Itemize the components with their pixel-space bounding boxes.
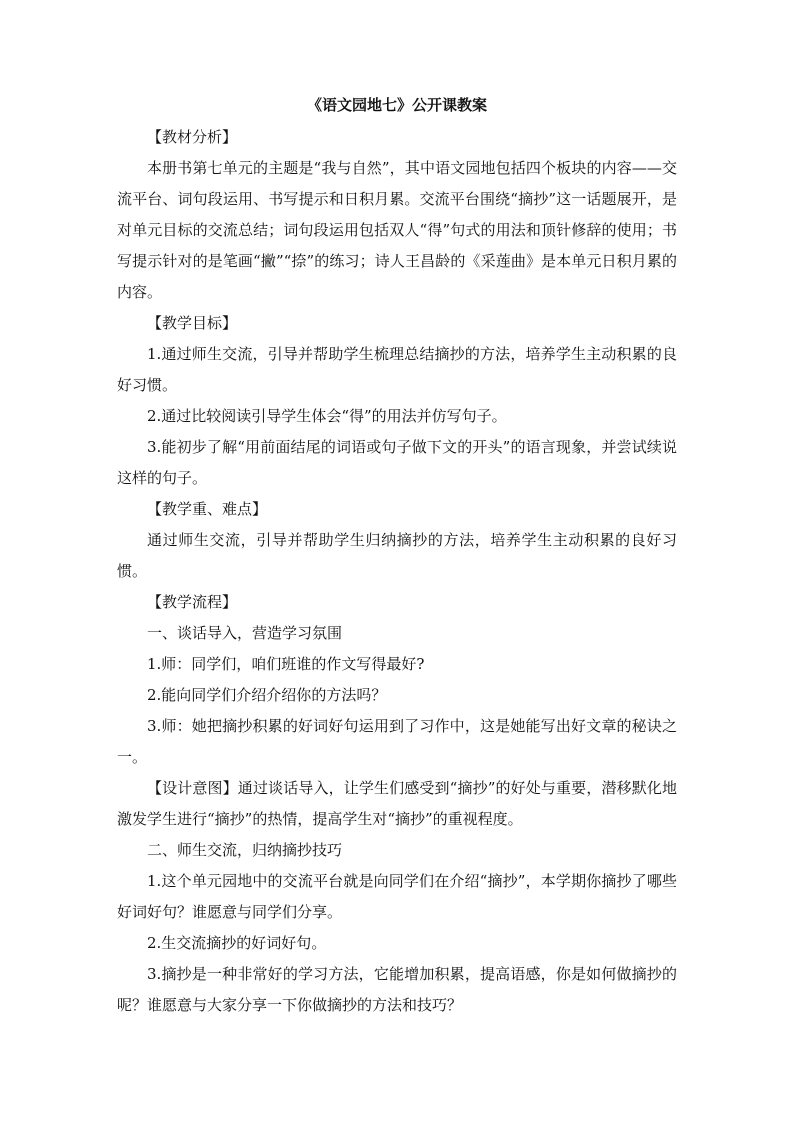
section-heading-analysis: 【教材分析】	[147, 128, 238, 146]
keypoints-paragraph: 通过师生交流，引导并帮助学生归纳摘抄的方法，培养学生主动积累的良好习惯。	[117, 531, 677, 580]
goal-item: 2.通过比较阅读引导学生体会“得”的用法并仿写句子。	[147, 407, 507, 425]
process-part2-title: 二、师生交流，归纳摘抄技巧	[147, 841, 343, 859]
section-heading-process: 【教学流程】	[147, 593, 238, 611]
design-intent-text: 通过谈话导入，让学生们感受到“摘抄”的好处与重要，潜移默化地激发学生进行“摘抄”的热情，提高学生对“摘抄”的重视程度。	[117, 779, 677, 828]
goal-item: 3.能初步了解“用前面结尾的词语或句子做下文的开头”的语言现象，并尝试续说这样的句子。	[117, 438, 677, 487]
process-item: 1.这个单元园地中的交流平台就是向同学们在介绍“摘抄”，本学期你摘抄了哪些好词好句？谁愿意与同学们分享。	[117, 872, 677, 921]
process-item: 2.能向同学们介绍介绍你的方法吗？	[147, 686, 387, 704]
process-item: 2.生交流摘抄的好词好句。	[147, 934, 327, 952]
design-intent-paragraph	[117, 773, 677, 835]
document-title: 《语文园地七》公开课教案	[306, 96, 487, 114]
section-heading-keypoints: 【教学重、难点】	[147, 500, 268, 518]
document-page	[117, 92, 677, 1021]
process-part1-title: 一、谈话导入，营造学习氛围	[147, 624, 343, 642]
process-item: 3.摘抄是一种非常好的学习方法，它能增加积累，提高语感，你是如何做摘抄的呢？谁愿意与大家分享一下你做摘抄的方法和技巧？	[117, 965, 677, 1014]
section-heading-goals: 【教学目标】	[147, 314, 238, 332]
analysis-paragraph: 本册书第七单元的主题是“我与自然”，其中语文园地包括四个板块的内容——交流平台、词句段运用、书写提示和日积月累。交流平台围绕“摘抄”这一话题展开，是对单元目标的交流总结；词句段运用包括双人“得”句式的用法和顶针修辞的使用；书写提示针对的是笔画“撇”“捺”的练习；诗人王昌龄的《采莲曲》是本单元日积月累的内容。	[117, 159, 677, 301]
goal-item: 1.通过师生交流，引导并帮助学生梳理总结摘抄的方法，培养学生主动积累的良好习惯。	[117, 345, 677, 394]
design-intent-label: 【设计意图】	[147, 779, 238, 797]
process-item: 3.师：她把摘抄积累的好词好句运用到了习作中，这是她能写出好文章的秘诀之一。	[117, 717, 677, 766]
process-item: 1.师：同学们，咱们班谁的作文写得最好?	[147, 655, 425, 673]
